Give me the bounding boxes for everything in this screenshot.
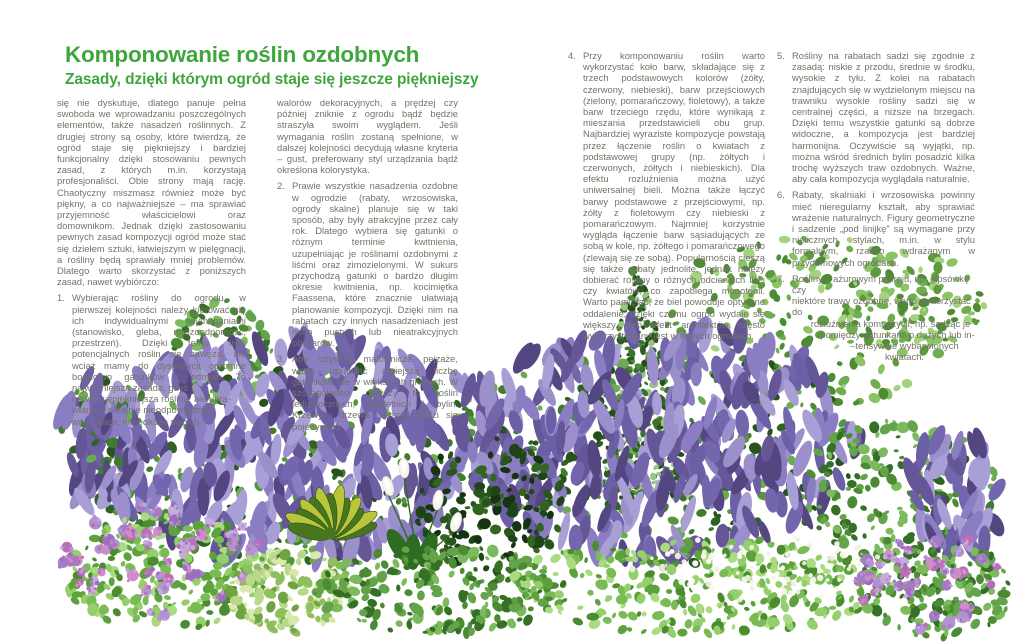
list-item-3	[277, 353, 458, 431]
list-item-7-number: 7.	[777, 272, 785, 284]
list-item-4-text: Przy komponowaniu roślin warto wykorzystać koło barw, składające się z trzech podstawowych kolorów (żółty, czerwony, niebieski), barw przejściowych (zielony, pomarańczowy, fioletowy), a także barw trzeciego rzędu, które wynikają z mieszania przedstawicieli obu grup. Najbardziej wyraziste kompozycje powstają przez łączenie roślin o kwiatach z podstawowej grupy (np. żółtych i czerwonych, żółtych i niebieskich). Dla efektu rozluźnienia można użyć uniwersalnej bieli. Można także łączyć barwy podstawowe z przejściowymi, np. żółty z fioletowym czy niebieski z pomarańczowym. Najmniej korzystnie wygląda łączenie barw sąsiadujących ze sobą w kole, np. żółtego i pomarańczowego (zlewają się ze sobą). Popularnością cieszą się także rabaty jednolite, jednak należy dobierać rośliny o różnych odcieniach liści czy kwiatów, co zapobiega monotonii. Warto pamiętać, że biel powoduje optyczne oddalenie, dzięki czemu ogród wydaje się większy. Ten efekt architektów często wykorzystywany jest w małych ogrodach.	[583, 50, 765, 342]
list-item-1-wrap-line: warunkach, nie pokaże swoich	[72, 415, 200, 427]
list-item-7-line: –tensywnie wybarwionych	[850, 340, 959, 352]
text-column-2	[277, 97, 458, 432]
list-item-6	[777, 189, 975, 267]
continuation-paragraph: walorów dekoracyjnych, a prędzej czy później zniknie z ogrodu bądź będzie straszyła swoim wyglądem. Jeśli wymagania roślin zostaną spełnione, w dalszej kolejności decydują własne kryteria – gust, preferowany styl urządzania bądź określona kolorystyka.	[277, 97, 458, 176]
intro-paragraph: się nie dyskutuje, dlatego panuje pełna swoboda we wprowadzaniu poszczególnych elementów, także nasadzeń roślinnych. Z drugiej strony są osoby, które twierdzą, że ogród staje się piękniejszy i bardziej funkcjonalny dzięki stosowaniu pewnych zasad, z których m.in. korzystają profesjonaliści. Obie strony mają rację. Chaotyczny miszmasz również może być piękny, a co najważniejsze – ma sprawiać przyjemność właścicielowi oraz domownikom. Jednak dzięki zastosowaniu pewnych zasad kompozycji ogród może stać się dziełem sztuki, łatwiejszym w pielęgnacji, a rośliny będą sprawiały mniej problemów. Dlatego warto skorzystać z poniższych zasad, nawet wybiórczo:	[57, 97, 246, 288]
page-subtitle: Zasady, dzięki którym ogród staje się jeszcze piękniejszy	[65, 71, 479, 88]
text-column-3	[568, 50, 765, 341]
list-item-2-number: 2.	[277, 180, 285, 192]
list-item-5-number: 5.	[777, 50, 785, 61]
text-column-4	[777, 50, 975, 362]
list-item-2	[277, 180, 458, 348]
text-column-1	[57, 97, 246, 427]
list-item-4-number: 4.	[568, 50, 576, 61]
list-item-7-line: Rośliny o ażurowym pokroju, np. gipsówkę czy	[792, 272, 970, 296]
list-item-7-line: kwiatach.	[884, 351, 925, 363]
list-item-3-number: 3.	[277, 353, 285, 365]
list-item-7-line: rozluźnienia kompozycji, np. sadząc je	[810, 317, 971, 329]
list-item-4	[568, 50, 765, 341]
list-item-1-wrap-line: nawet najpiękniejsza roślina, ale upra-	[72, 393, 231, 405]
list-item-5	[777, 50, 975, 184]
list-item-7	[777, 273, 975, 363]
list-item-6-text: Rabaty, skalniaki i wrzosowiska powinny mieć nieregularny kształt, aby sprawiać wrażenie naturalnych. Figury geometryczne i sadzenie „pod linijkę” są wymagane przy nielicznych stylach, m.in. w stylu formalnym, rzadko wdrażanym w przydomowych ogrodach.	[792, 189, 975, 268]
list-item-6-number: 6.	[777, 189, 785, 201]
list-item-1-wrap-line: wiana w skrajnie nieodpowiednich	[72, 404, 214, 416]
list-item-1	[57, 292, 246, 426]
list-item-3-text: Aby uzyskać malownicze pejzaże, warto uprawiać mniejszą liczbę gatunków, ale w większych grupach. W szczególności dotyczy to roślin jednorocznych, dwuletnich i bylin. Krzewy i drzewa częściej sadzi się pojedynczo.	[292, 353, 458, 432]
list-item-7-line: niektóre trawy ozdobne, warto wykorzystać do	[792, 295, 971, 318]
list-item-5-text: Rośliny na rabatach sadzi się zgodnie z zasadą: niskie z przodu, średnie w środku, wysokie z tyłu. Z kolei na rabatach znajdujących się w wydzielonym miejscu na trawniku wysokie rośliny sadzi się w centralnej części, a niższe na brzegach. Dzięki temu wszystkie gatunki są dobrze widoczne, a kompozycja jest bardziej harmonijna. Oczywiście są wyjątki, np. można wśród średnich bylin posadzić kilka trochę wyższych traw ozdobnych. Ważne, aby cała kompozycja wyglądała naturalnie.	[792, 50, 975, 185]
list-item-1-number: 1.	[57, 292, 65, 304]
list-item-1-text: Wybierając rośliny do ogrodu, w pierwszej kolejności należy kierować się ich indywidualnymi wymaganiami (stanowisko, gleba, mrozoodporność, przestrzeń). Dzięki temu lista potencjalnych roślin się zawęża, ale wciąż mamy do dyspozycji ogromne bogactwo gatunków i odmian. To najważniejsza zasada, gdyż	[72, 292, 246, 394]
list-item-7-line: pomiędzy gatunkami o dużych lub in-	[820, 328, 975, 340]
list-item-2-text: Prawie wszystkie nasadzenia ozdobne w ogrodzie (rabaty, wrzosowiska, ogrody skalne) planuje się w taki sposób, aby były atrakcyjne przez cały rok. Dlatego wybiera się gatunki o różnym terminie kwitnienia, uzupełniając je roślinami ozdobnymi z liśćmi oraz zimozielonymi. W sukurs przychodzą gatunki o bardzo długim okresie kwitnienia, np. kocimiętka Faassena, które znacznie ułatwiają planowanie kompozycji. Dzięki nim na rabatach czy innych nasadzeniach jest mało pustych lub nieatrakcyjnych obszarów.	[292, 180, 458, 349]
page-title: Komponowanie roślin ozdobnych	[65, 42, 420, 67]
